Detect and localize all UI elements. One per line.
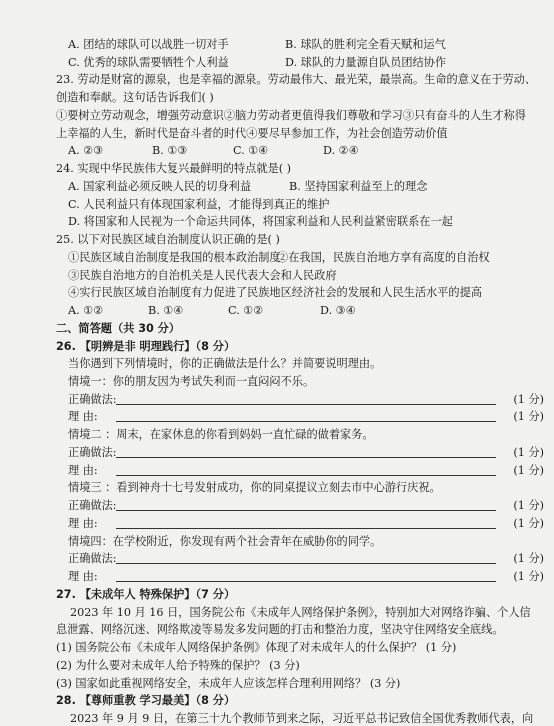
q28-paragraph-line-1: 2023 年 9 月 9 日，在第三十九个教师节到来之际，习近平总书记致信全国优秀教师代表，向	[70, 712, 534, 725]
q25-option-c: C. ①②	[228, 304, 264, 317]
q27-paragraph-line-1: 2023 年 10 月 16 日，国务院公布《未成年人网络保护条例》，特别加大对网络诈骗、个人信	[70, 606, 531, 619]
section-title-short-answer: 二、简答题（共 30 分）	[56, 322, 181, 335]
q26-s2-reason-blank[interactable]	[116, 464, 554, 478]
q26-title: 26. 【明辨是非 明理践行】（8 分）	[56, 340, 236, 353]
q27-title: 27. 【未成年人 特殊保护】（7 分）	[56, 588, 236, 601]
q26-s2-reason-label: 理 由:	[68, 464, 98, 477]
q24-option-c: C. 人民利益只有体现国家利益，才能得到真正的维护	[68, 198, 330, 211]
q23-statement-line-2: 上幸福的人生，新时代是奋斗者的时代④要尽早参加工作，为社会创造劳动价值	[56, 127, 448, 140]
q26-scenario-2: 情境二 ：周末，在家休息的你看到妈妈一直忙碌的做着家务。	[68, 428, 374, 441]
q26-s3-correct-label: 正确做法:	[68, 499, 117, 512]
q23-option-a: A. ②③	[68, 144, 104, 157]
q27-paragraph-line-2: 息泄露、网络沉迷、网络欺凌等易发多发问题的打击和整治力度，坚决守住网络安全底线。	[56, 623, 504, 636]
q23-option-b: B. ①③	[152, 144, 188, 157]
q26-s3-reason-score: (1 分)	[513, 517, 544, 530]
q26-s1-reason-label: 理 由:	[68, 410, 98, 423]
q22-option-d: D. 球队的力量源自队员团结协作	[285, 56, 447, 69]
q25-statement-2: ②在我国，民族自治地方享有高度的自治权	[277, 251, 490, 264]
q26-s3-correct-blank[interactable]	[116, 499, 554, 513]
q27-question-1: (1) 国务院公布《未成年人网络保护条例》体现了对未成年人的什么保护？ (1 分)	[56, 641, 457, 654]
q27-question-2: (2) 为什么要对未成年人给予特殊的保护？ (3 分)	[56, 659, 300, 672]
q26-s1-correct-blank[interactable]	[116, 393, 554, 407]
q22-option-a: A. 团结的球队可以战胜一切对手	[68, 38, 229, 51]
q25-stem: 25. 以下对民族区域自治制度认识正确的是( )	[56, 233, 280, 246]
q25-option-d: D. ③④	[320, 304, 356, 317]
q25-statement-3: ③民族自治地方的自治机关是人民代表大会和人民政府	[68, 269, 337, 282]
q26-s4-reason-blank[interactable]	[116, 570, 554, 584]
q26-s3-reason-blank[interactable]	[116, 517, 554, 531]
q26-s4-correct-score: (1 分)	[513, 552, 544, 565]
q24-stem: 24. 实现中华民族伟大复兴最鲜明的特点就是( )	[56, 162, 292, 175]
q24-option-d: D. 将国家和人民视为一个命运共同体，将国家利益和人民利益紧密联系在一起	[68, 215, 453, 228]
q23-option-c: C. ①④	[233, 144, 269, 157]
q24-option-b: B. 坚持国家利益至上的理念	[289, 180, 428, 193]
q28-title: 28. 【尊师重教 学习最美】（8 分）	[56, 694, 236, 707]
q25-option-b: B. ①④	[148, 304, 184, 317]
q26-scenario-3: 情境三 ：看到神舟十七号发射成功，你的同桌提议立刻去市中心游行庆祝。	[68, 481, 441, 494]
q26-s3-correct-score: (1 分)	[513, 499, 544, 512]
q26-s1-correct-label: 正确做法:	[68, 393, 117, 406]
q26-intro: 当你遇到下列情境时，你的正确做法是什么？并简要说明理由。	[68, 357, 382, 370]
q26-scenario-1: 情境一：你的朋友因为考试失利而一直闷闷不乐。	[68, 375, 315, 388]
q26-s1-reason-blank[interactable]	[116, 410, 554, 424]
q26-s1-reason-score: (1 分)	[513, 410, 544, 423]
q26-s4-correct-label: 正确做法:	[68, 552, 117, 565]
q22-option-b: B. 球队的胜利完全看天赋和运气	[285, 38, 446, 51]
q23-statement-line-1: ①要树立劳动观念，增强劳动意识②脑力劳动者更值得我们尊敬和学习③只有奋斗的人生才称得	[56, 109, 526, 122]
q26-s4-correct-blank[interactable]	[116, 552, 554, 566]
q25-statement-4: ④实行民族区域自治制度有力促进了民族地区经济社会的发展和人民生活水平的提高	[68, 286, 482, 299]
q26-s2-reason-score: (1 分)	[513, 464, 544, 477]
q26-scenario-4: 情境四：在学校附近，你发现有两个社会青年在威胁你的同学。	[68, 535, 382, 548]
q26-s2-correct-label: 正确做法:	[68, 446, 117, 459]
q25-option-a: A. ①②	[68, 304, 104, 317]
q26-s1-correct-score: (1 分)	[513, 393, 544, 406]
q26-s3-reason-label: 理 由:	[68, 517, 98, 530]
q26-s4-reason-label: 理 由:	[68, 570, 98, 583]
q26-s4-reason-score: (1 分)	[513, 570, 544, 583]
q24-option-a: A. 国家利益必须反映人民的切身利益	[68, 180, 252, 193]
q25-statement-1: ①民族区域自治制度是我国的根本政治制度	[68, 251, 281, 264]
q23-stem-line-2: 创造和奉献。这句话告诉我们( )	[56, 91, 214, 104]
q26-s2-correct-score: (1 分)	[513, 446, 544, 459]
q27-question-3: (3) 国家如此重视网络安全，未成年人应该怎样合理利用网络？ (3 分)	[56, 677, 401, 690]
q22-option-c: C. 优秀的球队需要牺牲个人利益	[68, 56, 229, 69]
q23-option-d: D. ②④	[323, 144, 359, 157]
q26-s2-correct-blank[interactable]	[116, 446, 554, 460]
q23-stem-line-1: 23. 劳动是财富的源泉，也是幸福的源泉。劳动最伟大、最光荣，最崇高。生命的意义在于劳动、	[56, 73, 537, 86]
